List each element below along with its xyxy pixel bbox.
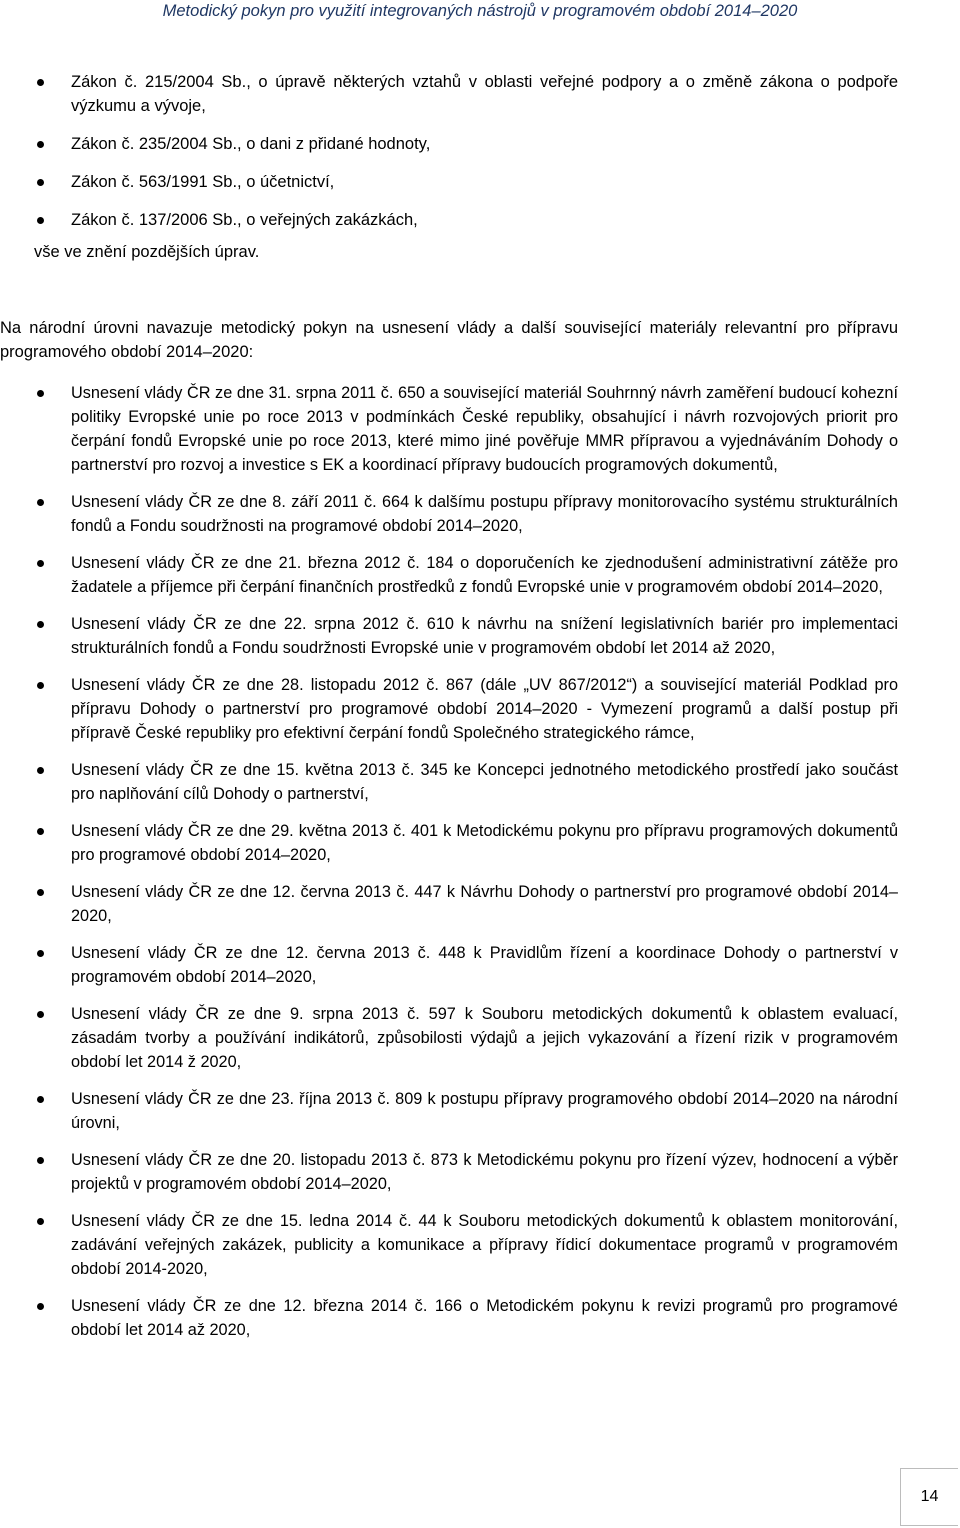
list-item: Usnesení vlády ČR ze dne 9. srpna 2013 č. 597 k Souboru metodických dokumentů k oblastem evaluací, zásadám tvorby a používání indikátorů, způsobilosti výdajů a jejich vykazování a řízení rizik v programovém období let 2014 ž 2020, (0, 1002, 960, 1074)
resolutions-list (0, 381, 960, 1342)
list-item: Usnesení vlády ČR ze dne 31. srpna 2011 č. 650 a související materiál Souhrnný návrh zaměření budoucí kohezní politiky Evropské unie po roce 2013 v podmínkách České republiky, obsahující i návrh rozvojových priorit pro čerpání fondů Evropské unie po roce 2013, které mimo jiné pověřuje MMR přípravou a vyjednáváním Dohody o partnerství pro rozvoj a investice s EK a koordinací přípravy budoucích programových dokumentů, (0, 381, 960, 477)
page-number: 14 (900, 1468, 958, 1526)
list-item: Usnesení vlády ČR ze dne 21. března 2012 č. 184 o doporučeních ke zjednodušení administrativní zátěže pro žadatele a příjemce při čerpání finančních prostředků z fondů Evropské unie v programovém období 2014–2020, (0, 551, 960, 599)
list-item: Usnesení vlády ČR ze dne 29. května 2013 č. 401 k Metodickému pokynu pro přípravu programových dokumentů pro programové období 2014–2020, (0, 819, 960, 867)
list-item: Usnesení vlády ČR ze dne 15. května 2013 č. 345 ke Koncepci jednotného metodického prostředí jako součást pro naplňování cílů Dohody o partnerství, (0, 758, 960, 806)
list-item: Zákon č. 137/2006 Sb., o veřejných zakázkách, (0, 208, 960, 232)
list-item: Usnesení vlády ČR ze dne 12. června 2013 č. 448 k Pravidlům řízení a koordinace Dohody o partnerství v programovém období 2014–2020, (0, 941, 960, 989)
list-item: Usnesení vlády ČR ze dne 20. listopadu 2013 č. 873 k Metodickému pokynu pro řízení výzev, hodnocení a výběr projektů v programovém období 2014–2020, (0, 1148, 960, 1196)
intro-text: Na národní úrovni navazuje metodický pokyn na usnesení vlády a další související materiály relevantní pro přípravu programového období 2014–2020: (0, 319, 898, 361)
list-item: Zákon č. 563/1991 Sb., o účetnictví, (0, 170, 960, 194)
list-item: Usnesení vlády ČR ze dne 15. ledna 2014 č. 44 k Souboru metodických dokumentů k oblastem monitorování, zadávání veřejných zakázek, publicity a komunikace a přípravy řídicí dokumentace programů v programovém období 2014-2020, (0, 1209, 960, 1281)
list-item: Zákon č. 235/2004 Sb., o dani z přidané hodnoty, (0, 132, 960, 156)
list-item: Usnesení vlády ČR ze dne 12. června 2013 č. 447 k Návrhu Dohody o partnerství pro programové období 2014–2020, (0, 880, 960, 928)
document-body (0, 70, 960, 1355)
list-item: Usnesení vlády ČR ze dne 12. března 2014 č. 166 o Metodickém pokynu k revizi programů pro programové období let 2014 až 2020, (0, 1294, 960, 1342)
list-item: Zákon č. 215/2004 Sb., o úpravě některých vztahů v oblasti veřejné podpory a o změně zákona o podpoře výzkumu a vývoje, (0, 70, 960, 118)
list-item: Usnesení vlády ČR ze dne 23. října 2013 č. 809 k postupu přípravy programového období 2014–2020 na národní úrovni, (0, 1087, 960, 1135)
list-item: Usnesení vlády ČR ze dne 22. srpna 2012 č. 610 k návrhu na snížení legislativních bariér pro implementaci strukturálních fondů a Fondu soudržnosti Evropské unie v programovém období let 2014 až 2020, (0, 612, 960, 660)
laws-tail-text: vše ve znění pozdějších úprav. (34, 243, 260, 261)
laws-list (0, 70, 960, 232)
page-header: Metodický pokyn pro využití integrovaných nástrojů v programovém období 2014–2020 (162, 2, 798, 20)
intro-paragraph (0, 316, 960, 364)
list-item: Usnesení vlády ČR ze dne 28. listopadu 2012 č. 867 (dále „UV 867/2012“) a související materiál Podklad pro přípravu Dohody o partnerství pro programové období 2014–2020 - Vymezení programů a další postup při přípravě České republiky pro efektivní čerpání fondů Společného strategického rámce, (0, 673, 960, 745)
list-item: Usnesení vlády ČR ze dne 8. září 2011 č. 664 k dalšímu postupu přípravy monitorovacího systému strukturálních fondů a Fondu soudržnosti na programové období 2014–2020, (0, 490, 960, 538)
